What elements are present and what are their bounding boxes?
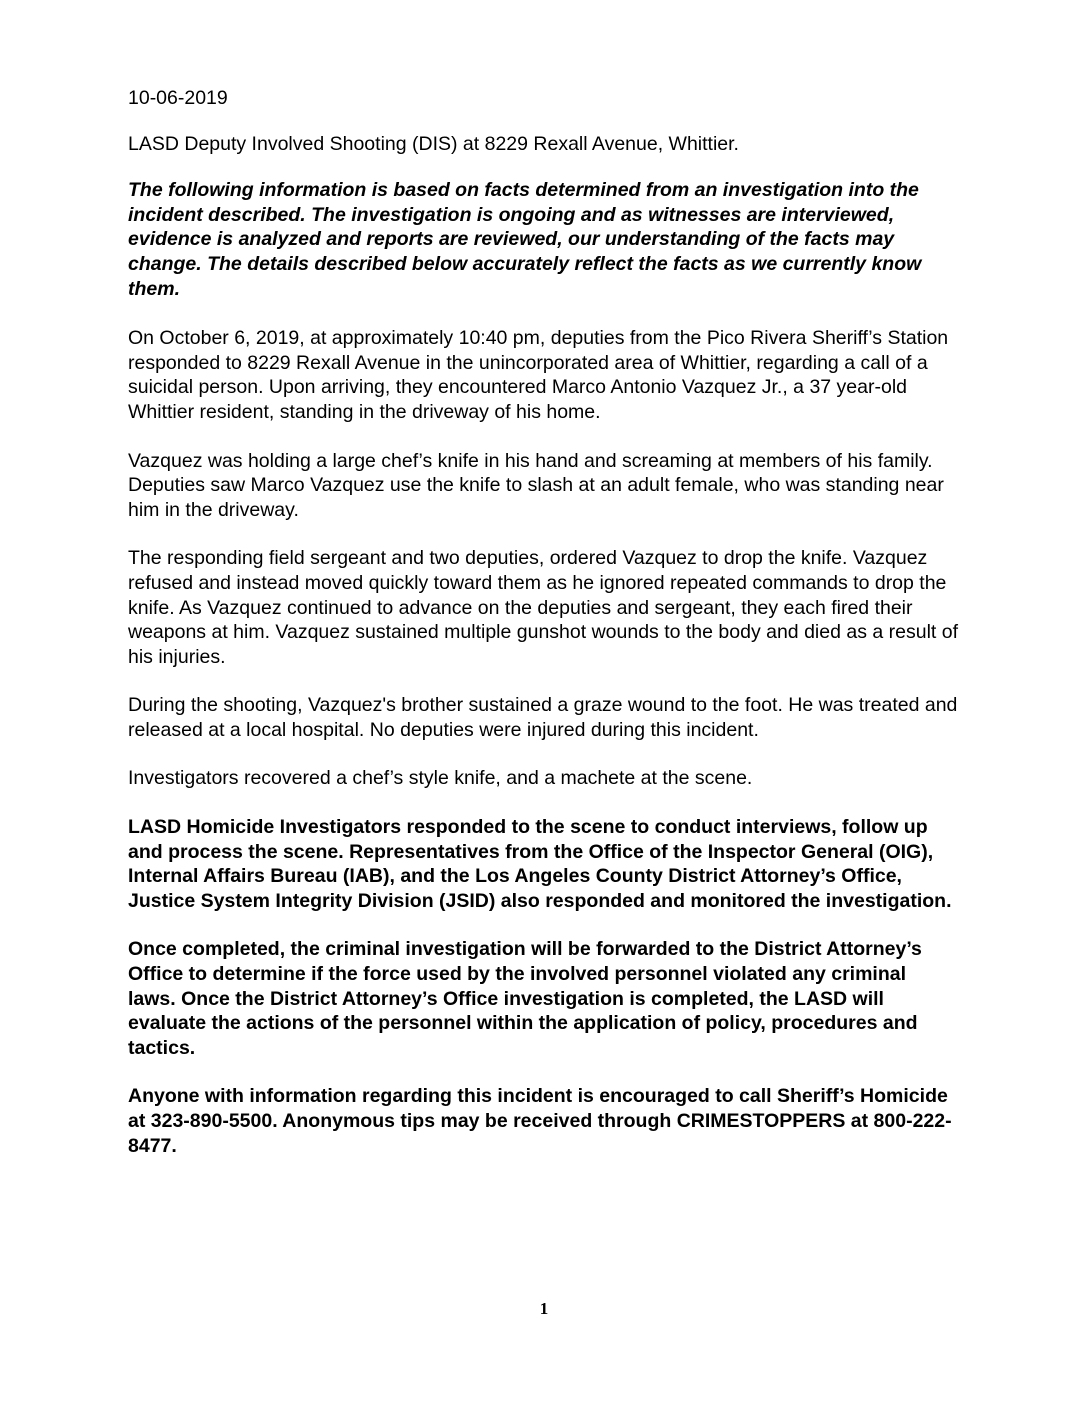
- incident-paragraph: On October 6, 2019, at approximately 10:40 pm, deputies from the Pico Rivera Sheriff’s Station responded to 8229 Rexall Avenue in the unincorporated area of Whittier, regarding a call of a suicidal person. Upon arriving, they encountered Marco Antonio Vazquez Jr., a 37 year-old Whittier resident, standing in the driveway of his home.: [128, 327, 949, 423]
- homicide-response-paragraph: LASD Homicide Investigators responded to the scene to conduct interviews, follow up and process the scene. Representatives from the Office of the Inspector General (OIG), Internal Affairs Bureau (IAB), and the Los Angeles County District Attorney’s Office, Justice System Integrity Division (JSID) also responded and monitored the investigation.: [128, 816, 952, 912]
- disclaimer-paragraph: The following information is based on facts determined from an investigation into the incident described. The investigation is ongoing and as witnesses are interviewed, evidence is analyzed and reports are reviewed, our understanding of the facts may change. The details described below accurately reflect the facts as we currently know them.: [128, 179, 922, 300]
- district-attorney-paragraph: Once completed, the criminal investigation will be forwarded to the District Attorney’s Office to determine if the force used by the involved personnel violated any criminal laws. Once the District Attorney’s Office investigation is completed, the LASD will evaluate the actions of the personnel within the application of policy, procedures and tactics.: [128, 938, 922, 1059]
- knife-paragraph: Vazquez was holding a large chef’s knife in his hand and screaming at members of his family. Deputies saw Marco Vazquez use the knife to slash at an adult female, who was standing near him in the driveway.: [128, 449, 944, 521]
- injuries-paragraph: During the shooting, Vazquez's brother sustained a graze wound to the foot. He was treated and released at a local hospital. No deputies were injured during this incident.: [128, 694, 958, 741]
- contact-info-paragraph: Anyone with information regarding this incident is encouraged to call Sheriff’s Homicide at 323-890-5500. Anonymous tips may be received through CRIMESTOPPERS at 800-222-8477.: [128, 1085, 952, 1157]
- page-number: 1: [539, 1299, 549, 1318]
- document-body: [128, 86, 958, 1182]
- shooting-paragraph: The responding field sergeant and two deputies, ordered Vazquez to drop the knife. Vazquez refused and instead moved quickly toward them as he ignored repeated commands to drop the knife. As Vazquez continued to advance on the deputies and sergeant, they each fired their weapons at him. Vazquez sustained multiple gunshot wounds to the body and died as a result of his injuries.: [128, 547, 958, 668]
- document-subject: LASD Deputy Involved Shooting (DIS) at 8229 Rexall Avenue, Whittier.: [128, 132, 739, 155]
- document-date: 10-06-2019: [128, 87, 228, 109]
- evidence-paragraph: Investigators recovered a chef’s style knife, and a machete at the scene.: [128, 767, 753, 790]
